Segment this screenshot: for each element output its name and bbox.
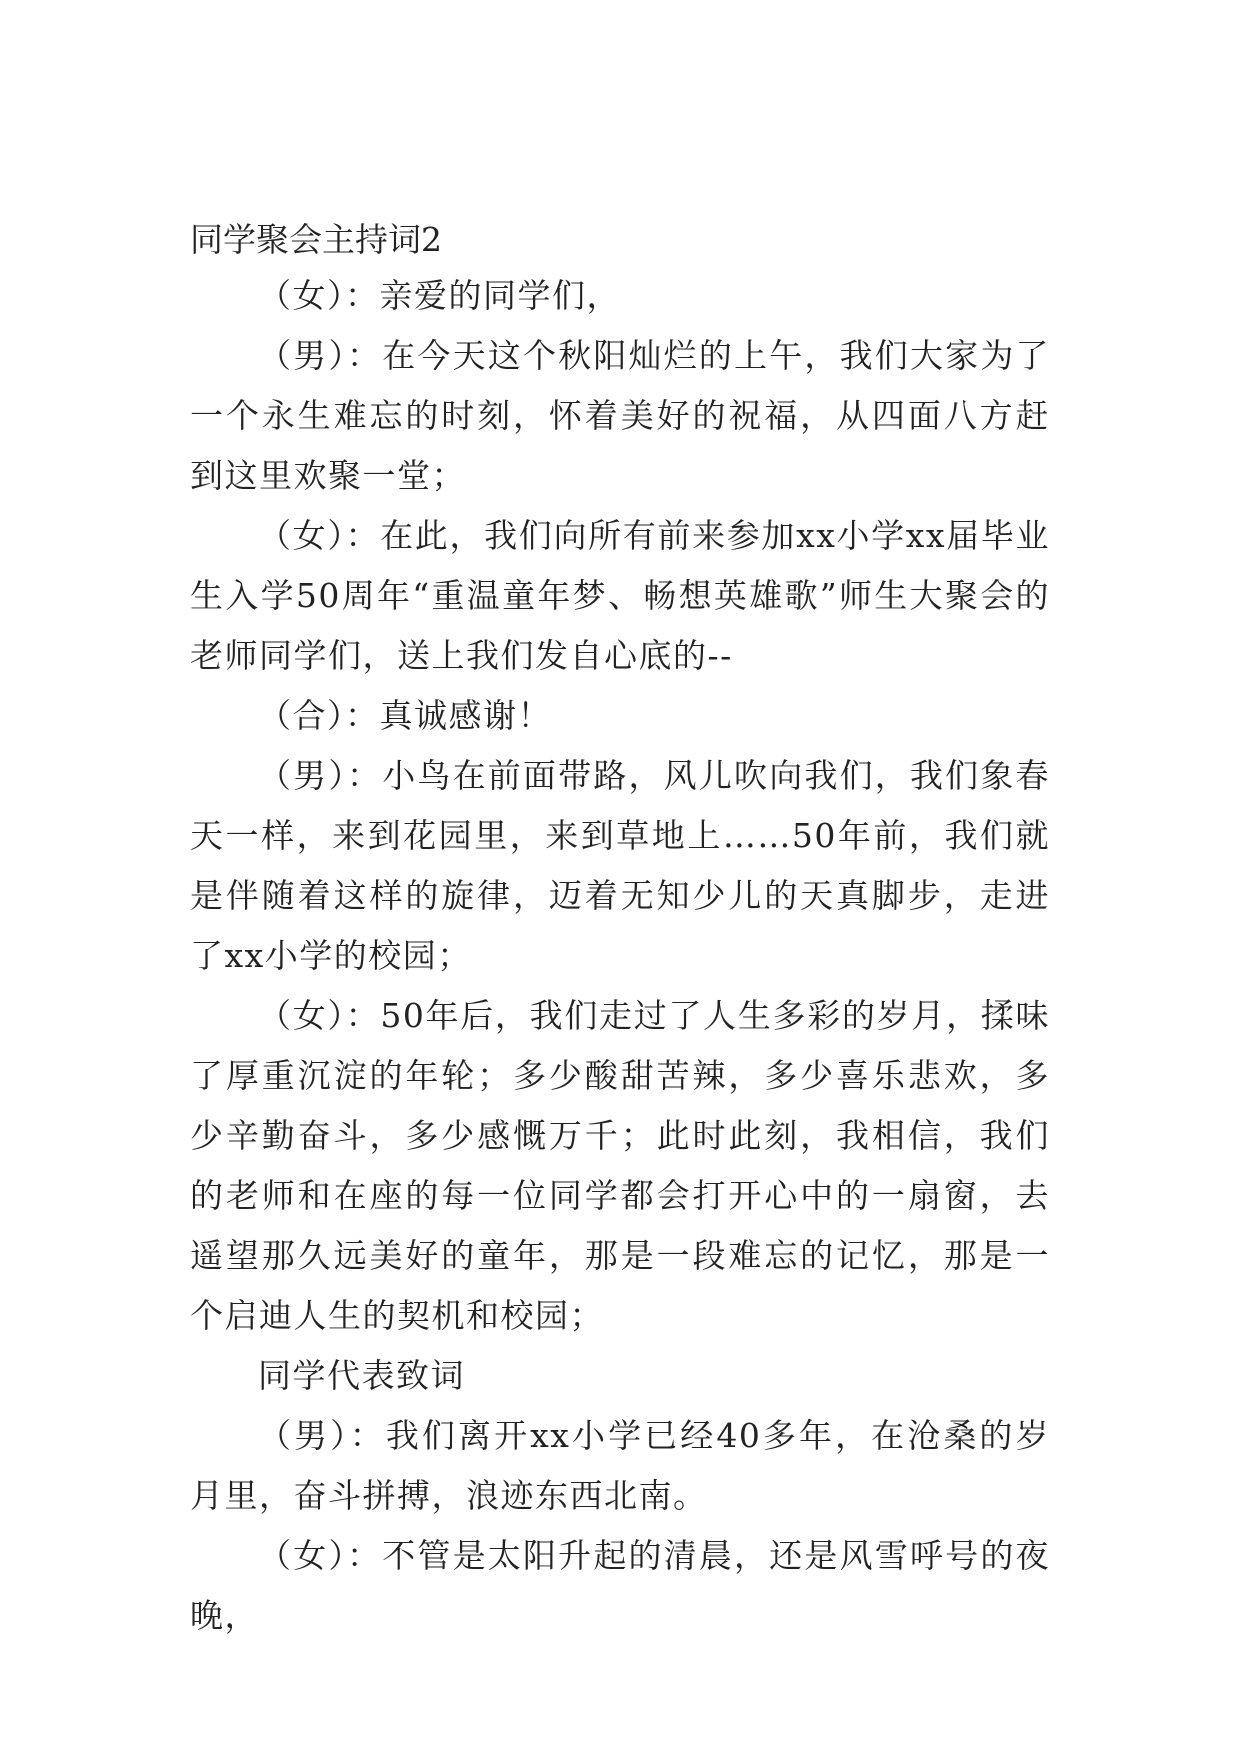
document-body [190,266,1050,1646]
paragraph: （男）：在今天这个秋阳灿烂的上午，我们大家为了一个永生难忘的时刻，怀着美好的祝福，从四面八方赶到这里欢聚一堂； [190,336,1050,495]
paragraph: （男）：我们离开xx小学已经40多年，在沧桑的岁月里，奋斗拼搏，浪迹东西北南。 [190,1416,1050,1515]
paragraph: （女）：不管是太阳升起的清晨，还是风雪呼号的夜晚， [190,1536,1050,1635]
paragraph: （女）：50年后，我们走过了人生多彩的岁月，揉味了厚重沉淀的年轮；多少酸甜苦辣，多少喜乐悲欢，多少辛勤奋斗，多少感慨万千；此时此刻，我相信，我们的老师和在座的每一位同学都会打开心中的一扇窗，去遥望那久远美好的童年，那是一段难忘的记忆，那是一个启迪人生的契机和校园； [190,996,1050,1335]
document-title: 同学聚会主持词2 [190,220,442,259]
section-heading: 同学代表致词 [258,1356,465,1395]
paragraph: （女）：亲爱的同学们， [258,276,621,315]
paragraph: （合）：真诚感谢！ [258,696,552,735]
paragraph: （女）：在此，我们向所有前来参加xx小学xx届毕业生入学50周年“重温童年梦、畅想英雄歌”师生大聚会的老师同学们，送上我们发自心底的-- [190,516,1050,675]
paragraph: （男）：小鸟在前面带路，风儿吹向我们，我们象春天一样，来到花园里，来到草地上……50年前，我们就是伴随着这样的旋律，迈着无知少儿的天真脚步，走进了xx小学的校园； [190,756,1050,975]
